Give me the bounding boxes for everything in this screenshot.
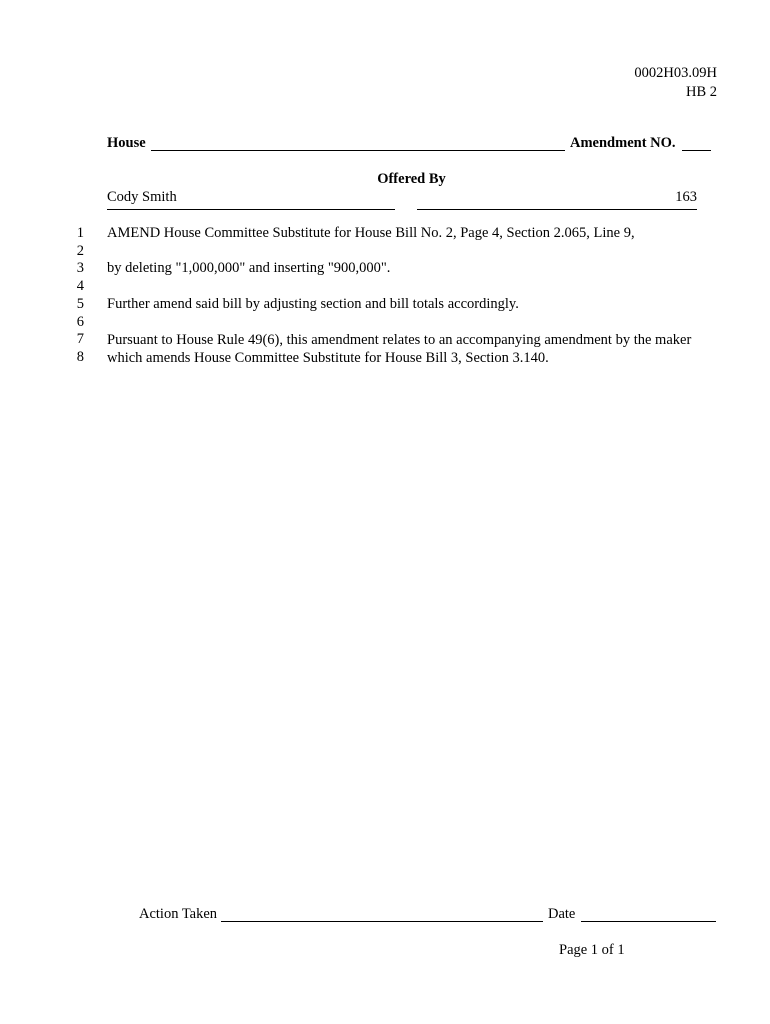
line-number: 6 bbox=[76, 313, 84, 330]
date-label: Date bbox=[548, 906, 576, 922]
amendment-number-label: Amendment NO. bbox=[570, 135, 676, 151]
line-number: 1 bbox=[76, 225, 84, 241]
line-number-column bbox=[68, 225, 84, 367]
house-label: House bbox=[107, 135, 146, 151]
amendment-text-line-3: by deleting "1,000,000" and inserting "900,000". bbox=[107, 260, 391, 276]
action-taken-blank-line bbox=[221, 921, 543, 922]
sponsor-field bbox=[107, 189, 395, 210]
house-blank-line bbox=[151, 150, 565, 151]
action-taken-row bbox=[139, 906, 717, 926]
amendment-text-line-5: Further amend said bill by adjusting section and bill totals accordingly. bbox=[107, 296, 519, 312]
amendment-text-line-7: Pursuant to House Rule 49(6), this amendment relates to an accompanying amendment by the maker bbox=[107, 332, 692, 348]
offered-by-label: Offered By bbox=[377, 171, 446, 187]
line-number: 3 bbox=[76, 260, 84, 277]
line-number: 4 bbox=[76, 278, 84, 295]
date-blank-line bbox=[581, 921, 716, 922]
bill-number: HB 2 bbox=[685, 84, 717, 100]
district-field bbox=[417, 189, 697, 210]
document-id: 0002H03.09H bbox=[634, 65, 717, 81]
line-number: 5 bbox=[76, 295, 84, 312]
district-number: 163 bbox=[675, 189, 697, 205]
sponsor-name: Cody Smith bbox=[107, 189, 177, 205]
action-taken-label: Action Taken bbox=[139, 906, 218, 922]
line-number: 7 bbox=[76, 331, 84, 348]
line-number: 2 bbox=[76, 242, 84, 259]
house-amendment-row bbox=[107, 135, 717, 155]
amendment-text-line-1: AMEND House Committee Substitute for House Bill No. 2, Page 4, Section 2.065, Line 9, bbox=[107, 225, 635, 241]
document-header bbox=[634, 64, 717, 102]
amendment-number-blank-line bbox=[682, 150, 711, 151]
line-number: 8 bbox=[76, 348, 84, 365]
page-number: Page 1 of 1 bbox=[559, 942, 625, 958]
amendment-text-line-8: which amends House Committee Substitute for House Bill 3, Section 3.140. bbox=[107, 350, 549, 366]
